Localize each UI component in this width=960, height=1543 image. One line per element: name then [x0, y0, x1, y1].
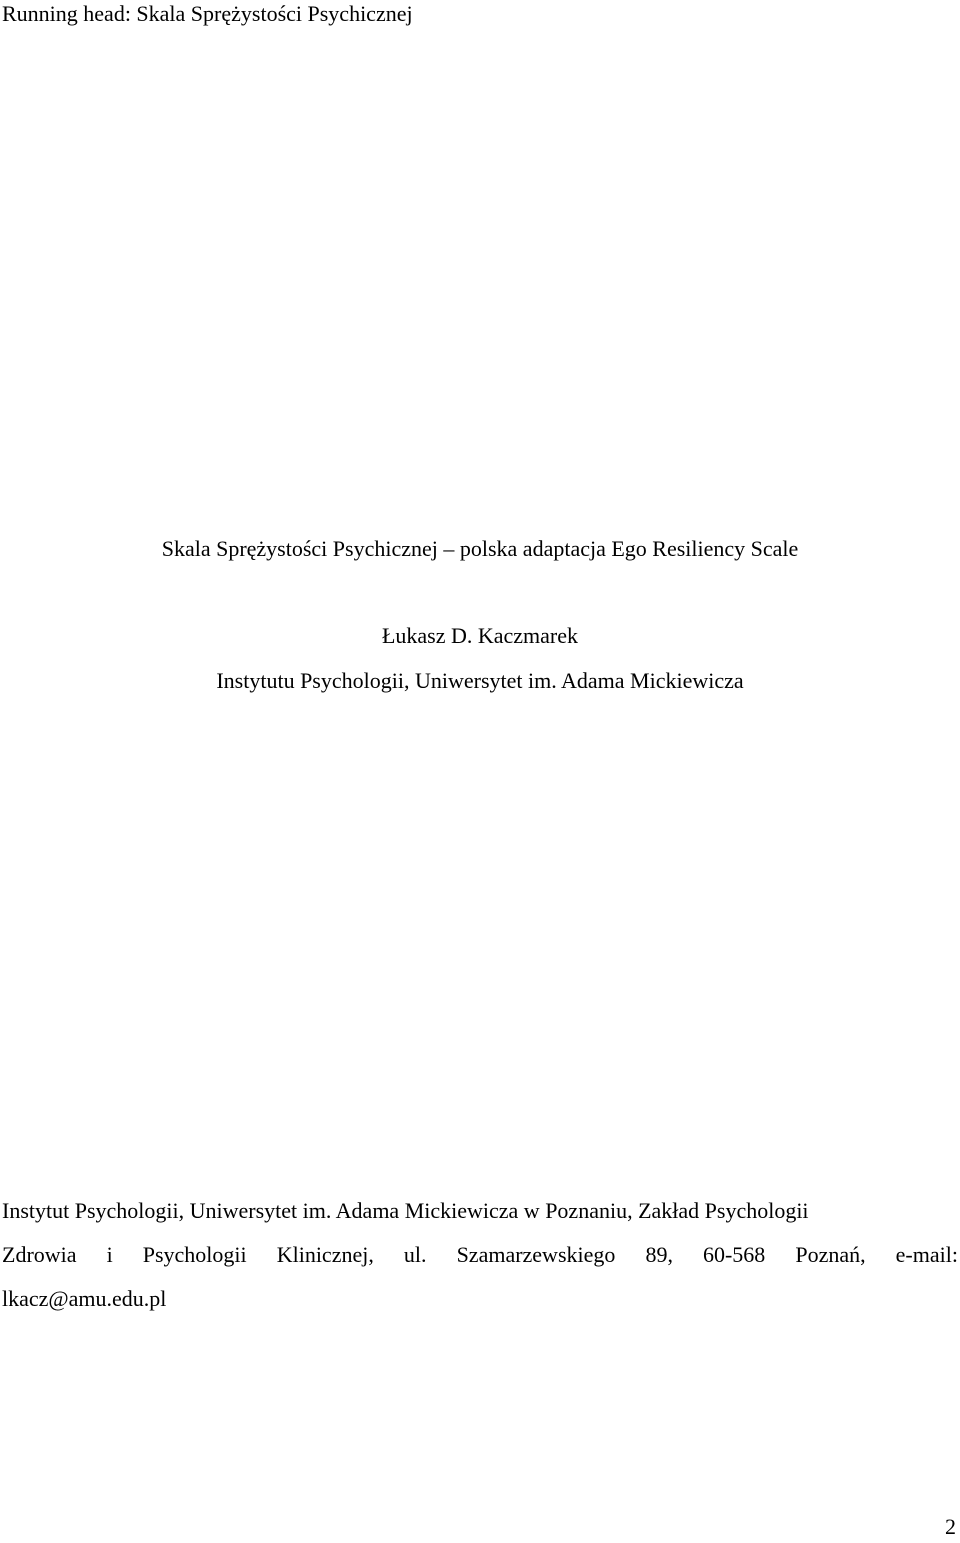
correspondence-line-1 [2, 1189, 958, 1233]
correspondence-word: 89, [645, 1242, 673, 1267]
correspondence-word: Psychologii [142, 1242, 247, 1267]
correspondence-word: 60-568 [702, 1242, 766, 1267]
correspondence-word: Zdrowia [2, 1242, 77, 1267]
correspondence-word: Klinicznej, [276, 1242, 374, 1267]
paper-title: Skala Sprężystości Psychicznej – polska adaptacja Ego Resiliency Scale [161, 536, 799, 561]
correspondence-note [2, 1189, 958, 1321]
author-name: Łukasz D. Kaczmarek [381, 623, 579, 648]
correspondence-word: Poznań, [795, 1242, 866, 1267]
correspondence-word: e-mail: [895, 1242, 958, 1267]
correspondence-word: ul. [403, 1242, 427, 1267]
page-number: 2 [945, 1514, 956, 1539]
correspondence-line-1-text: Instytut Psychologii, Uniwersytet im. Adama Mickiewicza w Poznaniu, Zakład Psychologii [2, 1198, 809, 1223]
correspondence-word: Szamarzewskiego [456, 1242, 616, 1267]
running-head: Running head: Skala Sprężystości Psychicznej [2, 1, 413, 26]
author-affiliation: Instytutu Psychologii, Uniwersytet im. Adama Mickiewicza [216, 668, 744, 693]
correspondence-email: lkacz@amu.edu.pl [2, 1286, 167, 1311]
correspondence-line-2 [2, 1233, 958, 1277]
correspondence-word: i [106, 1242, 113, 1267]
